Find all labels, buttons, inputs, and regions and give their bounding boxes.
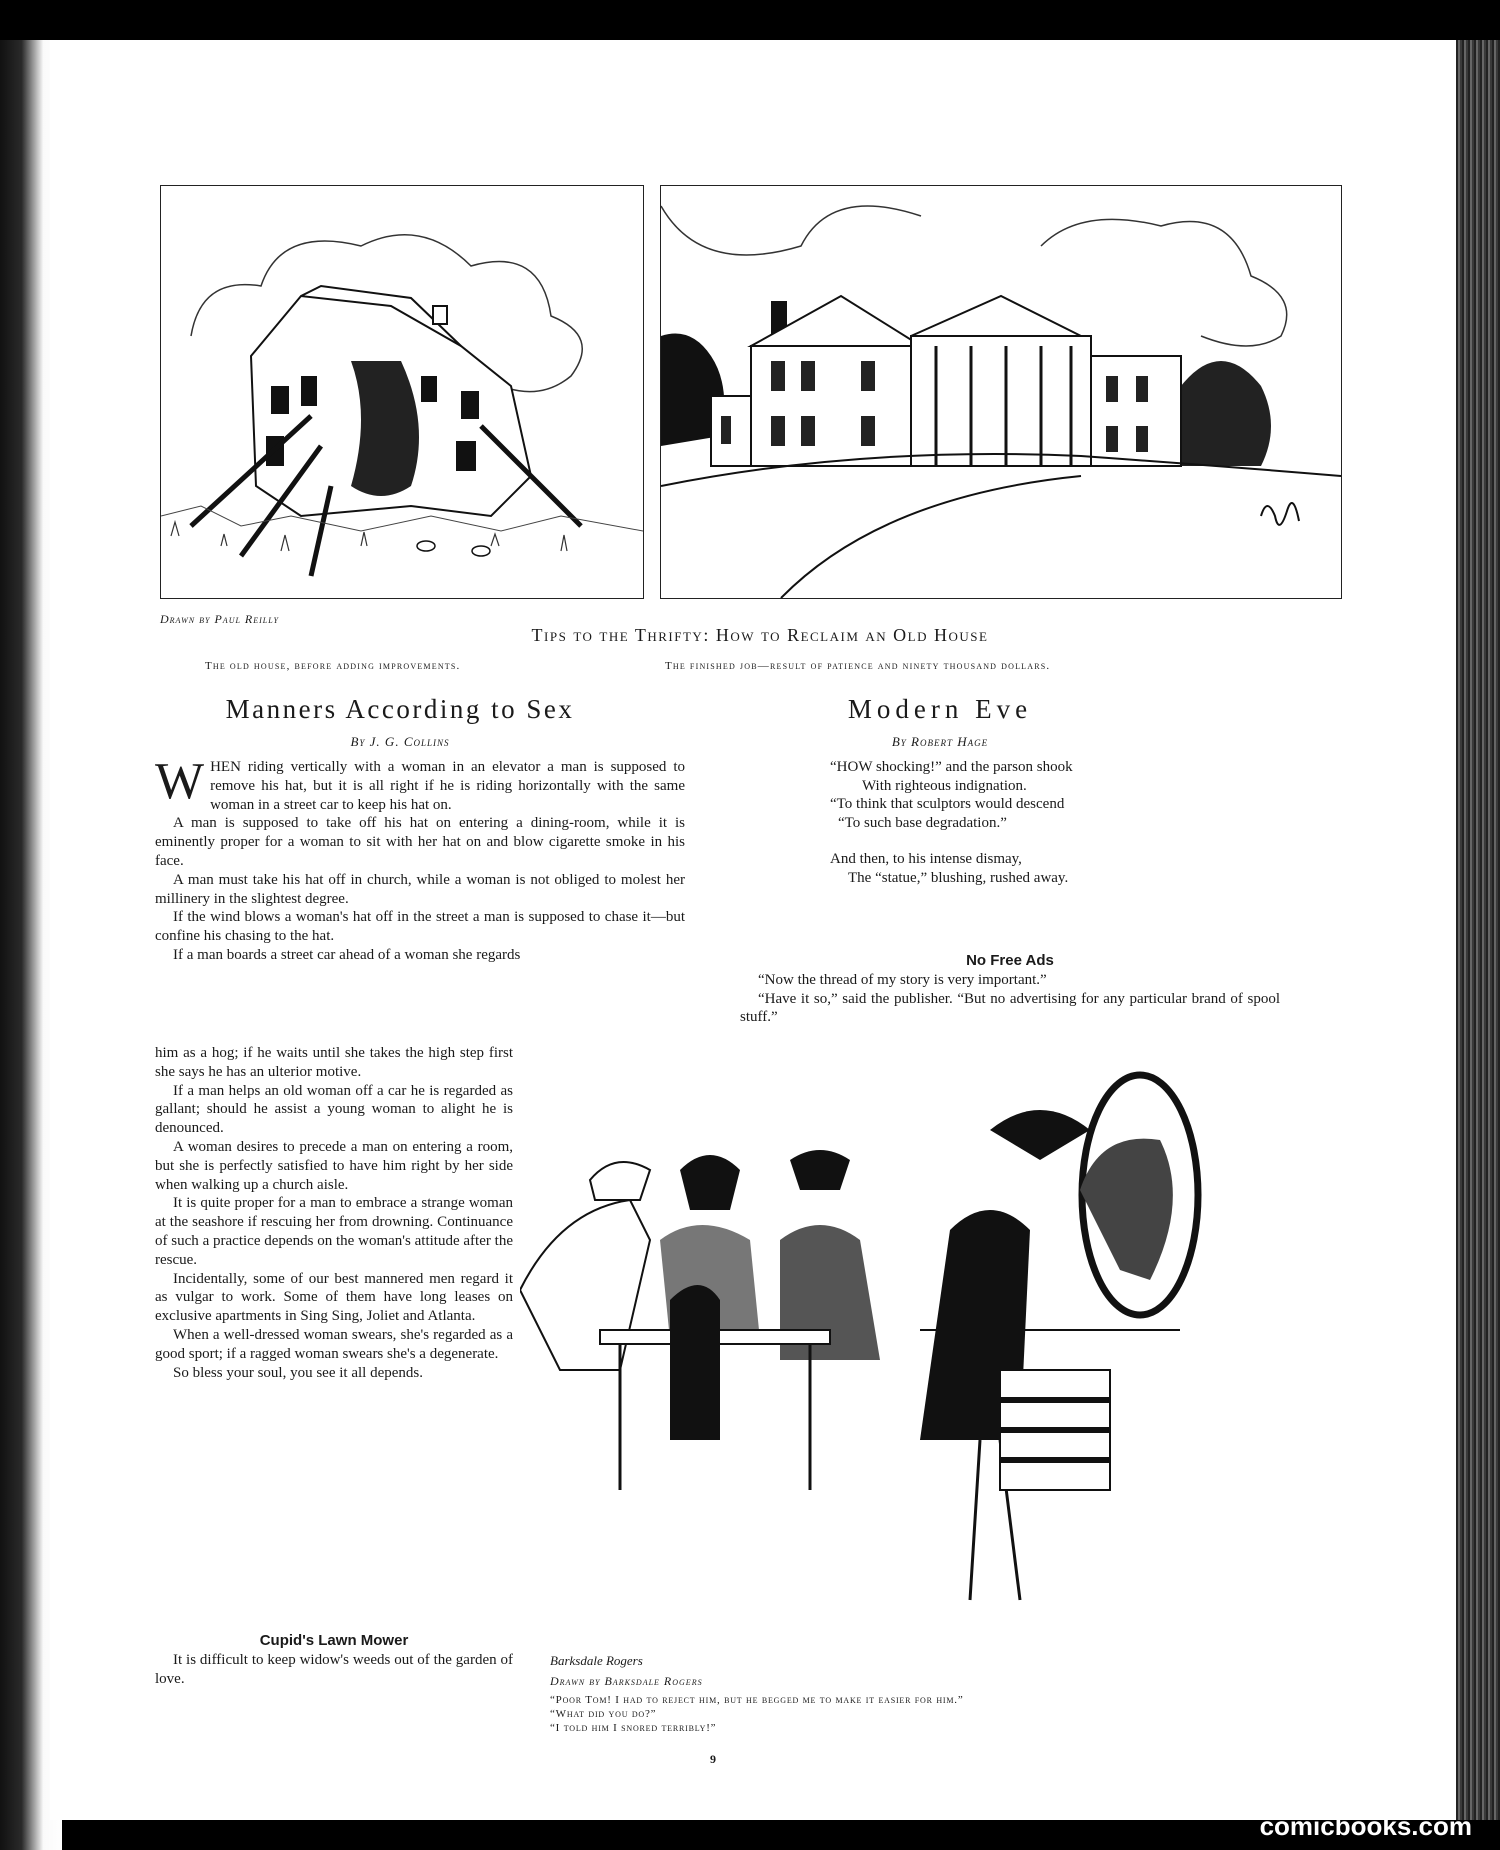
eve-byline: By Robert Hage bbox=[891, 734, 989, 749]
manners-first-paragraph: HEN riding vertically with a woman in an elevator a man is supposed to remove his hat, but it is all right if he is riding horizontally with the same woman in a street car to keep his hat on. bbox=[210, 759, 685, 813]
top-illustration-credit: Drawn by Paul Reilly bbox=[160, 612, 279, 626]
eve-line: And then, to his intense dismay, bbox=[830, 851, 1022, 867]
manners-title: Manners According to Sex bbox=[225, 694, 575, 724]
eve-line: “HOW shocking!” and the parson shook bbox=[830, 759, 1073, 775]
ads-text: “Now the thread of my story is very important.” bbox=[758, 971, 1047, 988]
site-watermark: comicbooks.com bbox=[1259, 1811, 1472, 1841]
eve-title: Modern Eve bbox=[847, 694, 1033, 724]
manners-paragraph: A woman desires to precede a man on entering a room, but she is perfectly satisfied to have him right by her side when walking up a church aisle. bbox=[155, 1138, 513, 1193]
tea-party-cartoon bbox=[520, 1040, 1310, 1630]
cartoon-drawing bbox=[520, 1040, 1310, 1630]
eve-line: With righteous indignation. bbox=[862, 777, 1027, 794]
manners-paragraph: A man is supposed to take off his hat on entering a dining-room, while it is eminently proper for a woman to sit with her hat on and blow cigarette smoke in his face. bbox=[155, 815, 685, 869]
page-number: 9 bbox=[710, 1752, 716, 1766]
old-house-illustration bbox=[160, 185, 644, 599]
manners-paragraph: So bless your soul, you see it all depends. bbox=[173, 1364, 423, 1381]
stanza-gap bbox=[830, 832, 1073, 850]
old-house-drawing bbox=[161, 186, 643, 598]
top-caption-title: Tips to the Thrifty: How to Reclaim an Old House bbox=[531, 625, 989, 645]
page-edges bbox=[1456, 40, 1500, 1820]
manners-paragraph: A man must take his hat off in church, while a woman is not obliged to molest her millinery in the slightest degree. bbox=[155, 871, 685, 907]
manners-paragraph: Incidentally, some of our best mannered men regard it as vulgar to work. Some of them have long leases on exclusive apartments in Sing Sing, Joliet and Atlanta. bbox=[155, 1270, 513, 1325]
eve-poem bbox=[830, 758, 1073, 887]
cartoon-signature: Barksdale Rogers bbox=[550, 1653, 643, 1668]
ads-title: No Free Ads bbox=[966, 952, 1054, 969]
manners-dropcap: W bbox=[155, 753, 205, 810]
finished-house-caption: The finished job—result of patience and ninety thousand dollars. bbox=[665, 660, 1051, 672]
manners-paragraph: When a well-dressed woman swears, she's regarded as a good sport; if a ragged woman swears she's a degenerate. bbox=[155, 1326, 513, 1362]
manners-paragraph: If a man boards a street car ahead of a woman she regards bbox=[173, 946, 521, 963]
manners-paragraph: It is quite proper for a man to embrace a strange woman at the seashore if rescuing her from drowning. Continuance of such a practice depends on the woman's attitude after the rescue. bbox=[155, 1195, 513, 1268]
manners-byline: By J. G. Collins bbox=[350, 734, 450, 749]
mansion-illustration bbox=[660, 185, 1342, 599]
ads-section bbox=[740, 952, 1280, 1027]
cartoon-caption bbox=[550, 1693, 1340, 1735]
eve-line: The “statue,” blushing, rushed away. bbox=[848, 869, 1069, 886]
cupid-section bbox=[155, 1632, 513, 1688]
ads-text: “Have it so,” said the publisher. “But no advertising for any particular brand of spool stuff.” bbox=[740, 990, 1280, 1026]
caption-line: “What did you do?” bbox=[550, 1708, 657, 1720]
manners-column-wide bbox=[155, 753, 685, 965]
mansion-drawing bbox=[661, 186, 1341, 598]
manners-paragraph: him as a hog; if he waits until she takes the high step first she says he has an ulterior motive. bbox=[155, 1045, 513, 1080]
caption-line: “Poor Tom! I had to reject him, but he begged me to make it easier for him.” bbox=[550, 1694, 964, 1706]
manners-paragraph: If the wind blows a woman's hat off in the street a man is supposed to chase it—but confine his chasing to the hat. bbox=[155, 909, 685, 945]
manners-paragraph: If a man helps an old woman off a car he is regarded as gallant; should he assist a young woman to alight he is denounced. bbox=[155, 1082, 513, 1137]
cartoon-credit: Drawn by Barksdale Rogers bbox=[550, 1674, 703, 1688]
old-house-caption: The old house, before adding improvements. bbox=[205, 660, 461, 672]
caption-line: “I told him I snored terribly!” bbox=[550, 1722, 717, 1734]
cupid-text: It is difficult to keep widow's weeds out of the garden of love. bbox=[155, 1651, 513, 1687]
eve-line: “To such base degradation.” bbox=[838, 814, 1007, 831]
magazine-page bbox=[50, 40, 1470, 1820]
cupid-title: Cupid's Lawn Mower bbox=[259, 1632, 409, 1649]
eve-line: “To think that sculptors would descend bbox=[830, 796, 1065, 812]
manners-column-narrow bbox=[155, 1044, 513, 1382]
